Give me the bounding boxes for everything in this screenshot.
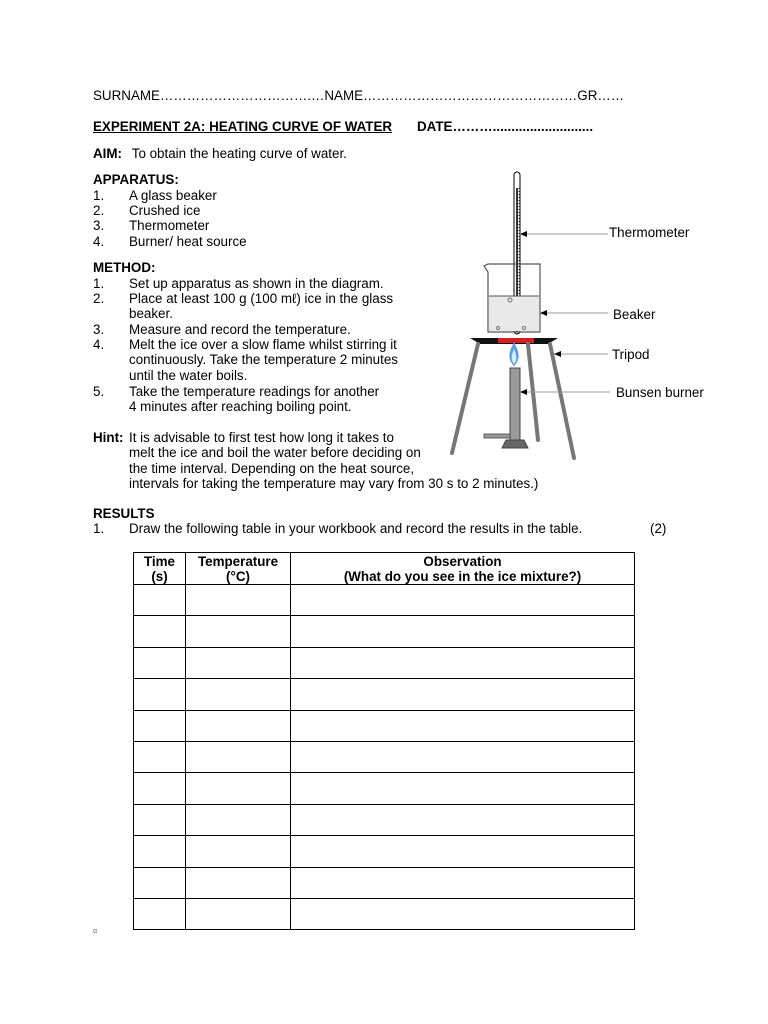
time-cell bbox=[134, 679, 186, 710]
temperature-cell bbox=[186, 898, 291, 929]
temperature-column-header: Temperature (°C) bbox=[186, 553, 291, 585]
table-row bbox=[134, 804, 635, 835]
temperature-cell bbox=[186, 773, 291, 804]
student-details-line: SURNAME…………………………….…NAME…………………………………………GR…… bbox=[93, 88, 625, 103]
method-step-line: Place at least 100 g (100 mℓ) ice in the glass bbox=[129, 291, 394, 306]
time-cell bbox=[134, 836, 186, 867]
method-step-line: Set up apparatus as shown in the diagram. bbox=[129, 276, 384, 291]
beaker-label: Beaker bbox=[613, 307, 656, 322]
temperature-cell bbox=[186, 616, 291, 647]
temperature-cell bbox=[186, 741, 291, 772]
observation-column-header: Observation (What do you see in the ice mixture?) bbox=[291, 553, 635, 585]
method-step-line: until the water boils. bbox=[129, 368, 248, 383]
method-step-num: 2. bbox=[93, 291, 105, 306]
footer-mark: α bbox=[93, 928, 98, 935]
observation-cell bbox=[291, 867, 635, 898]
time-cell bbox=[134, 773, 186, 804]
time-cell bbox=[134, 710, 186, 741]
flame-drawing bbox=[509, 342, 518, 366]
apparatus-heading: APPARATUS: bbox=[93, 172, 179, 187]
aim-section bbox=[93, 146, 347, 162]
method-step-num: 4. bbox=[93, 337, 105, 352]
observation-cell bbox=[291, 836, 635, 867]
aim-label: AIM: bbox=[93, 146, 123, 161]
tripod-label: Tripod bbox=[612, 347, 650, 362]
time-cell bbox=[134, 616, 186, 647]
method-step-line: Melt the ice over a slow flame whilst stirring it bbox=[129, 337, 397, 352]
observation-cell bbox=[291, 710, 635, 741]
method-step-num: 5. bbox=[93, 384, 105, 399]
observation-cell bbox=[291, 804, 635, 835]
table-row bbox=[134, 710, 635, 741]
method-heading: METHOD: bbox=[93, 260, 156, 275]
results-instruction: Draw the following table in your workbook and record the results in the table. bbox=[129, 521, 583, 536]
table-row bbox=[134, 679, 635, 710]
apparatus-item-num: 1. bbox=[93, 188, 105, 203]
bunsen-burner-drawing bbox=[484, 368, 528, 448]
observation-cell bbox=[291, 773, 635, 804]
temperature-cell bbox=[186, 647, 291, 678]
hint-label: Hint: bbox=[93, 430, 124, 445]
method-step-num: 3. bbox=[93, 322, 105, 337]
results-instruction-num: 1. bbox=[93, 521, 105, 536]
temperature-cell bbox=[186, 679, 291, 710]
table-row bbox=[134, 898, 635, 929]
table-row bbox=[134, 741, 635, 772]
apparatus-item-num: 2. bbox=[93, 203, 105, 218]
results-table bbox=[133, 552, 635, 930]
method-step-line: Take the temperature readings for another bbox=[129, 384, 380, 399]
method-step-line: beaker. bbox=[129, 306, 173, 321]
observation-cell bbox=[291, 741, 635, 772]
apparatus-item: Crushed ice bbox=[129, 203, 201, 218]
table-row bbox=[134, 585, 635, 616]
date-field: DATE………........................... bbox=[417, 119, 594, 134]
table-row bbox=[134, 773, 635, 804]
temperature-cell bbox=[186, 867, 291, 898]
observation-cell bbox=[291, 585, 635, 616]
apparatus-item: Thermometer bbox=[129, 218, 210, 233]
method-step-num: 1. bbox=[93, 276, 105, 291]
bunsen-burner-label: Bunsen burner bbox=[616, 385, 704, 400]
observation-cell bbox=[291, 679, 635, 710]
observation-cell bbox=[291, 898, 635, 929]
aim-text: To obtain the heating curve of water. bbox=[131, 146, 347, 161]
hint-line: It is advisable to first test how long it takes to bbox=[129, 430, 394, 445]
beaker-drawing bbox=[484, 264, 540, 332]
apparatus-item: A glass beaker bbox=[129, 188, 217, 203]
time-cell bbox=[134, 867, 186, 898]
time-column-header: Time (s) bbox=[134, 553, 186, 585]
temperature-cell bbox=[186, 836, 291, 867]
time-cell bbox=[134, 585, 186, 616]
hint-line: melt the ice and boil the water before deciding on bbox=[129, 445, 421, 460]
table-row bbox=[134, 616, 635, 647]
apparatus-item-num: 4. bbox=[93, 234, 105, 249]
time-cell bbox=[134, 647, 186, 678]
thermometer-label: Thermometer bbox=[609, 225, 690, 240]
time-cell bbox=[134, 804, 186, 835]
method-step-line: 4 minutes after reaching boiling point. bbox=[129, 399, 352, 414]
table-row bbox=[134, 647, 635, 678]
temperature-cell bbox=[186, 710, 291, 741]
method-step-line: continuously. Take the temperature 2 minutes bbox=[129, 352, 398, 367]
time-cell bbox=[134, 741, 186, 772]
marks: (2) bbox=[650, 521, 667, 536]
hint-line: the time interval. Depending on the heat source, bbox=[129, 461, 415, 476]
experiment-title: EXPERIMENT 2A: HEATING CURVE OF WATER bbox=[93, 119, 393, 134]
apparatus-diagram bbox=[440, 168, 610, 468]
temperature-cell bbox=[186, 585, 291, 616]
table-row bbox=[134, 836, 635, 867]
temperature-cell bbox=[186, 804, 291, 835]
observation-cell bbox=[291, 616, 635, 647]
time-cell bbox=[134, 898, 186, 929]
hint-line: intervals for taking the temperature may vary from 30 s to 2 minutes.) bbox=[129, 476, 539, 491]
table-header-row bbox=[134, 553, 635, 585]
table-row bbox=[134, 867, 635, 898]
observation-cell bbox=[291, 647, 635, 678]
results-heading: RESULTS bbox=[93, 506, 155, 521]
apparatus-item: Burner/ heat source bbox=[129, 234, 247, 249]
method-step-line: Measure and record the temperature. bbox=[129, 322, 351, 337]
apparatus-item-num: 3. bbox=[93, 218, 105, 233]
